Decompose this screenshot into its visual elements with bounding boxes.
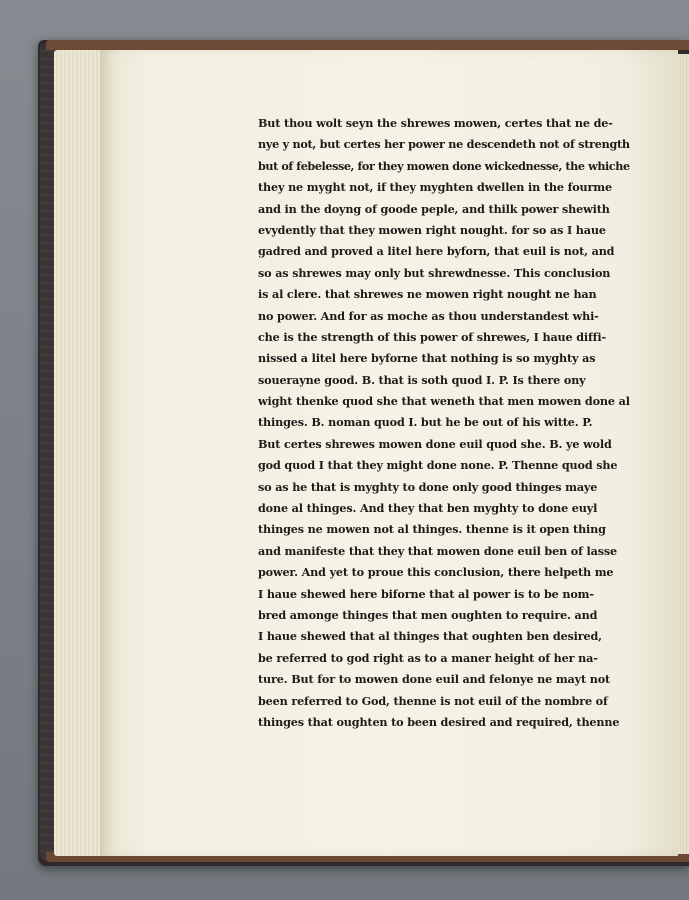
text-line: and manifeste that they that mowen done euil ben of lasse (258, 543, 617, 558)
text-line: been referred to God, thenne is not euil of the nombre of (258, 693, 608, 708)
text-line: ture. But for to mowen done euil and felonye ne mayt not (258, 672, 611, 687)
text-line: evydently that they mowen right nought. for so as I haue (258, 222, 606, 237)
binding-top-edge (46, 40, 689, 50)
text-line: wight thenke quod she that weneth that men mowen done al (258, 394, 630, 409)
page-stack-right (678, 54, 689, 854)
text-line: god quod I that they might done none. P. Thenne quod she (258, 458, 618, 473)
text-line: but of febelesse, for they mowen done wickednesse, the whiche (258, 158, 630, 173)
text-line: nye y not, but certes her power ne descendeth not of strength (258, 137, 630, 152)
text-line: so as he that is myghty to done only good thinges maye (258, 479, 598, 494)
text-line: souerayne good. B. that is soth quod I. P. Is there ony (258, 372, 586, 387)
text-line: I haue shewed here biforne that al power is to be nom‑ (258, 586, 594, 601)
text-line: thinges. B. noman quod I. but he be out of his witte. P. (258, 415, 593, 430)
text-line: thinges ne mowen not al thinges. thenne is it open thing (258, 522, 606, 537)
blackletter-text-block (258, 113, 630, 733)
text-line: they ne myght not, if they myghten dwellen in the fourme (258, 180, 612, 195)
text-line: and in the doyng of goode peple, and thilk power shewith (258, 201, 610, 216)
text-line: done al thinges. And they that ben myghty to done euyl (258, 501, 598, 516)
page-stack-left (54, 50, 106, 856)
text-line: gadred and proved a litel here byforn, that euil is not, and (258, 244, 615, 259)
text-line: no power. And for as moche as thou understandest whi‑ (258, 308, 599, 323)
text-line: bred amonge thinges that men oughten to require. and (258, 607, 598, 622)
text-line: thinges that oughten to been desired and required, thenne (258, 714, 620, 729)
text-line: I haue shewed that al thinges that oughten ben desired, (258, 629, 602, 644)
text-line: be referred to god right as to a maner height of her na‑ (258, 650, 598, 665)
text-line: so as shrewes may only but shrewdnesse. This conclusion (258, 265, 611, 280)
text-line: But thou wolt seyn the shrewes mowen, certes that ne de‑ (258, 116, 613, 130)
text-line: But certes shrewes mowen done euil quod she. B. ye wold (258, 436, 612, 451)
text-line: is al clere. that shrewes ne mowen right nought ne han (258, 287, 597, 302)
text-line: power. And yet to proue this conclusion, there helpeth me (258, 565, 614, 580)
text-line: che is the strength of this power of shrewes, I haue diffi‑ (258, 329, 606, 344)
binding-spine-edge (40, 44, 54, 860)
text-line: nissed a litel here byforne that nothing is so myghty as (258, 351, 596, 366)
